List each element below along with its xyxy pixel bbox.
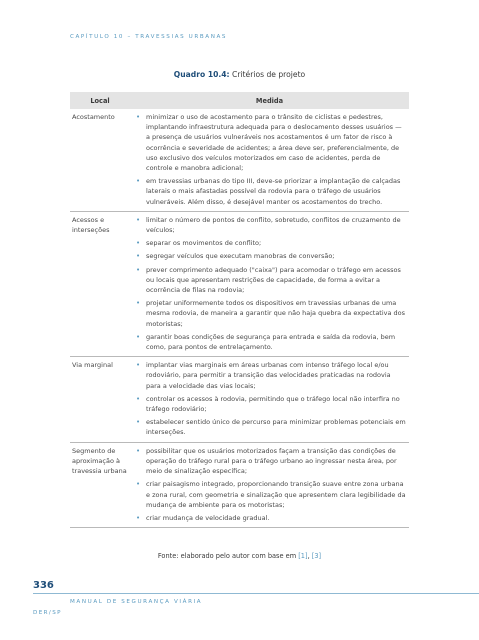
bullet-icon: • (136, 239, 141, 248)
measure-list (130, 214, 409, 354)
bullet-icon: • (136, 252, 141, 261)
row-local-label: Via marginal (72, 361, 113, 370)
measure-text: limitar o número de pontos de conflito, sobretudo, conflitos de cruzamento de veículos; (146, 215, 401, 235)
organization-label: DER/SP (33, 610, 62, 616)
measure-item (130, 264, 409, 296)
table-caption (0, 70, 479, 79)
bullet-icon: • (136, 480, 141, 489)
reference-link-3[interactable]: [3] (311, 552, 322, 560)
measure-list (130, 445, 409, 525)
bullet-icon: • (136, 265, 141, 274)
bullet-icon: • (136, 394, 141, 403)
measure-text: em travessias urbanas do tipo III, deve-se priorizar a implantação de calçadas laterais o mais afastadas possível da rodovia para o tráfego de usuários vulneráveis. Além disso, é desejável manter os acostamentos do trecho. (146, 177, 401, 206)
measure-text: minimizar o uso de acostamento para o trânsito de ciclistas e pedestres, implantando infraestrutura adequada para o deslocamento desses usuários — a presença de usuários vulneráveis nos acostamentos é um fator de risco à ocorrência e severidade de acidentes; a área deve ser, preferencialmente, de uso exclusivo dos veículos motorizados em caso de acidentes, perda de controle e manobra adicional; (146, 113, 402, 173)
bullet-icon: • (136, 332, 141, 341)
bullet-icon: • (136, 446, 141, 455)
measure-text: garantir boas condições de segurança para entrada e saída da rodovia, bem como, para pontos de entrelaçamento. (146, 332, 396, 352)
measure-item (130, 175, 409, 207)
measure-text: separar os movimentos de conflito; (146, 239, 262, 248)
measure-item (130, 111, 409, 173)
table-row (70, 212, 409, 357)
bullet-icon: • (136, 418, 141, 427)
measure-text: criar mudança de velocidade gradual. (146, 513, 270, 522)
measure-text: criar paisagismo integrado, proporcionando transição suave entre zona urbana e zona rural, com geometria e sinalização que apresentem clara legibilidade da mudança de ambiente para os motoristas; (146, 480, 406, 509)
table-row (70, 443, 409, 528)
table-row (70, 109, 409, 212)
measure-item (130, 393, 409, 414)
measure-item (130, 214, 409, 235)
measure-item (130, 416, 409, 437)
bullet-icon: • (136, 513, 141, 522)
measure-item (130, 445, 409, 477)
measure-text: controlar os acessos à rodovia, permitindo que o tráfego local não interfira no tráfego rodoviário; (146, 394, 400, 414)
column-header-local: Local (90, 96, 110, 105)
measure-list (130, 111, 409, 209)
criteria-table (70, 92, 409, 528)
row-local-label: Acostamento (72, 113, 115, 121)
row-local-label: Segmento de aproximação à travessia urbana (72, 446, 127, 476)
measure-list (130, 359, 409, 439)
reference-link-1[interactable]: [1] (298, 552, 308, 560)
source-note (0, 552, 479, 560)
footer-divider (33, 593, 479, 594)
bullet-icon: • (136, 177, 141, 186)
measure-item (130, 297, 409, 329)
table-row (70, 357, 409, 442)
caption-label: Quadro 10.4: (173, 70, 230, 79)
page-number: 336 (33, 580, 54, 591)
bullet-icon: • (136, 215, 141, 224)
measure-item (130, 331, 409, 352)
measure-text: possibilitar que os usuários motorizados façam a transição das condições de operação do tráfego rural para o tráfego urbano ao ingressar nesta área, por meio de sinalização específica; (146, 446, 397, 476)
source-separator: , (307, 552, 312, 560)
measure-item (130, 512, 409, 523)
measure-text: prever comprimento adequado ("caixa") para acomodar o tráfego em acessos ou locais que apresentam restrições de capacidade, de forma a evitar a ocorrência de filas na rodovia; (146, 265, 401, 295)
table-body (70, 109, 409, 528)
bullet-icon: • (136, 113, 141, 121)
table-header (70, 92, 409, 109)
measure-text: implantar vias marginais em áreas urbanas com intenso tráfego local e/ou rodoviário, para permitir a transição das velocidades praticadas na rodovia para a velocidade das vias locais; (146, 361, 391, 390)
measure-text: segregar veículos que executam manobras de conversão; (146, 252, 335, 261)
measure-item (130, 250, 409, 261)
measure-item (130, 359, 409, 391)
measure-item (130, 237, 409, 248)
row-local-label: Acessos e interseções (72, 215, 110, 235)
bullet-icon: • (136, 361, 141, 370)
chapter-header: CAPÍTULO 10 – TRAVESSIAS URBANAS (70, 34, 228, 40)
caption-title: Critérios de projeto (229, 70, 306, 79)
source-text: Fonte: elaborado pelo autor com base em (157, 552, 299, 560)
manual-title: MANUAL DE SEGURANÇA VIÁRIA (70, 599, 203, 605)
bullet-icon: • (136, 299, 141, 308)
measure-text: estabelecer sentido único de percurso para minimizar problemas potenciais em interseções. (146, 418, 406, 437)
measure-item (130, 478, 409, 510)
measure-text: projetar uniformemente todos os dispositivos em travessias urbanas de uma mesma rodovia, de maneira a garantir que não haja quebra da expectativa dos motoristas; (146, 299, 406, 328)
column-header-medida: Medida (255, 96, 284, 105)
